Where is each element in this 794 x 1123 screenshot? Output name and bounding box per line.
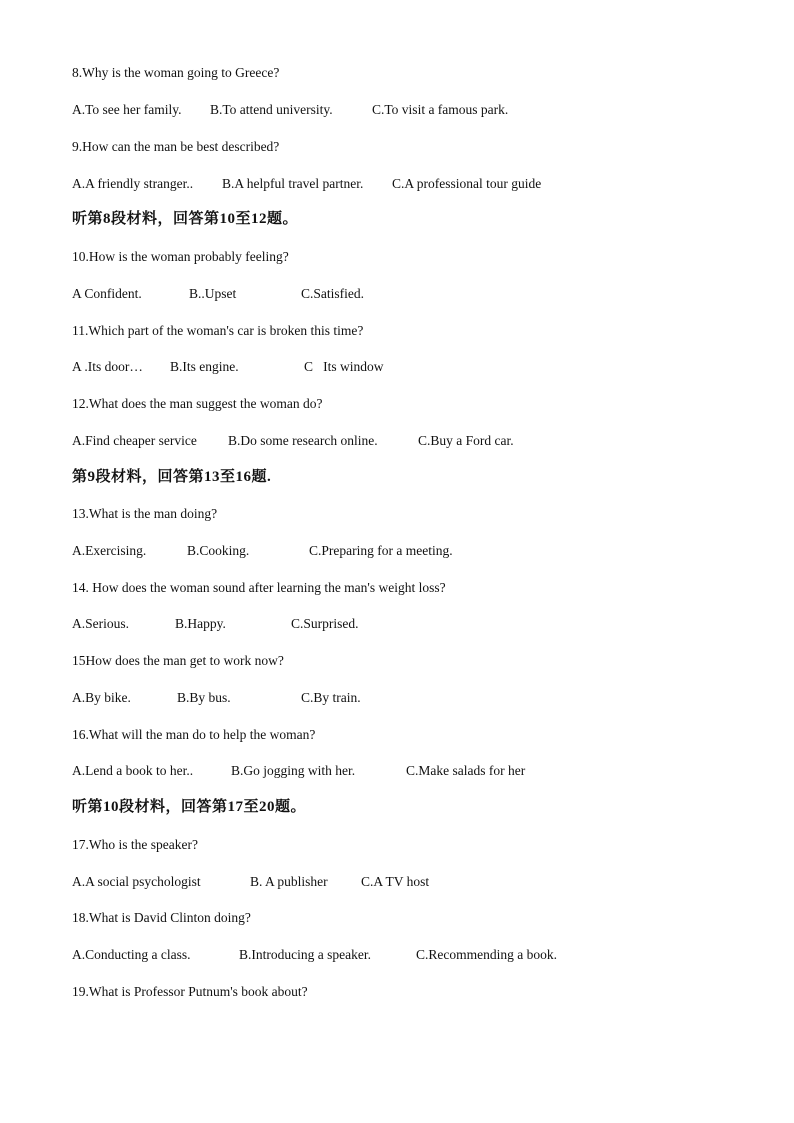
option-b: B.Do some research online. xyxy=(228,433,378,448)
option-b: B.Happy. xyxy=(175,616,226,631)
option-a: A.Lend a book to her.. xyxy=(72,763,194,778)
question-11: 11.Which part of the woman's car is broken this time? xyxy=(72,323,364,338)
option-a: A.Exercising. xyxy=(72,543,147,558)
option-c: C.Preparing for a meeting. xyxy=(309,543,453,558)
section-heading-10: 听第10段材料，回答第17至20题。 xyxy=(72,799,307,815)
option-c: C Its window xyxy=(304,359,384,374)
option-a: A.A friendly stranger.. xyxy=(72,176,194,191)
option-a: A.A social psychologist xyxy=(72,874,201,889)
option-b: B..Upset xyxy=(189,286,237,301)
question-18: 18.What is David Clinton doing? xyxy=(72,910,251,925)
option-a: A.Serious. xyxy=(72,616,129,631)
question-16: 16.What will the man do to help the woman? xyxy=(72,727,316,742)
option-b: B.A helpful travel partner. xyxy=(222,176,364,191)
option-a: A.To see her family. xyxy=(72,102,182,117)
option-c: C.Surprised. xyxy=(291,616,359,631)
option-a: A .Its door… xyxy=(72,359,143,374)
option-b: B. A publisher xyxy=(250,874,328,889)
option-a: A.By bike. xyxy=(72,690,131,705)
option-a: A.Find cheaper service xyxy=(72,433,197,448)
option-b: B.Go jogging with her. xyxy=(231,763,356,778)
question-9: 9.How can the man be best described? xyxy=(72,139,280,154)
option-b: B.Introducing a speaker. xyxy=(239,947,371,962)
option-c: C.To visit a famous park. xyxy=(372,102,509,117)
option-b: B.By bus. xyxy=(177,690,231,705)
section-heading-8: 听第8段材料，回答第10至12题。 xyxy=(72,211,299,227)
option-c: C.Buy a Ford car. xyxy=(418,433,514,448)
question-8: 8.Why is the woman going to Greece? xyxy=(72,65,280,80)
option-c: C.A TV host xyxy=(361,874,430,889)
question-12: 12.What does the man suggest the woman do? xyxy=(72,396,323,411)
option-c: C.Make salads for her xyxy=(406,763,526,778)
question-17: 17.Who is the speaker? xyxy=(72,837,198,852)
option-c: C.By train. xyxy=(301,690,361,705)
question-15: 15How does the man get to work now? xyxy=(72,653,284,668)
section-heading-9: 第9段材料，回答第13至16题. xyxy=(72,469,272,485)
option-c: C.Recommending a book. xyxy=(416,947,557,962)
option-b: B.Its engine. xyxy=(170,359,239,374)
question-13: 13.What is the man doing? xyxy=(72,506,218,521)
option-b: B.To attend university. xyxy=(210,102,333,117)
question-10: 10.How is the woman probably feeling? xyxy=(72,249,289,264)
option-c: C.A professional tour guide xyxy=(392,176,542,191)
option-b: B.Cooking. xyxy=(187,543,250,558)
question-19: 19.What is Professor Putnum's book about? xyxy=(72,984,308,999)
question-14: 14. How does the woman sound after learning the man's weight loss? xyxy=(72,580,446,595)
option-c: C.Satisfied. xyxy=(301,286,364,301)
option-a: A Confident. xyxy=(72,286,142,301)
option-a: A.Conducting a class. xyxy=(72,947,191,962)
